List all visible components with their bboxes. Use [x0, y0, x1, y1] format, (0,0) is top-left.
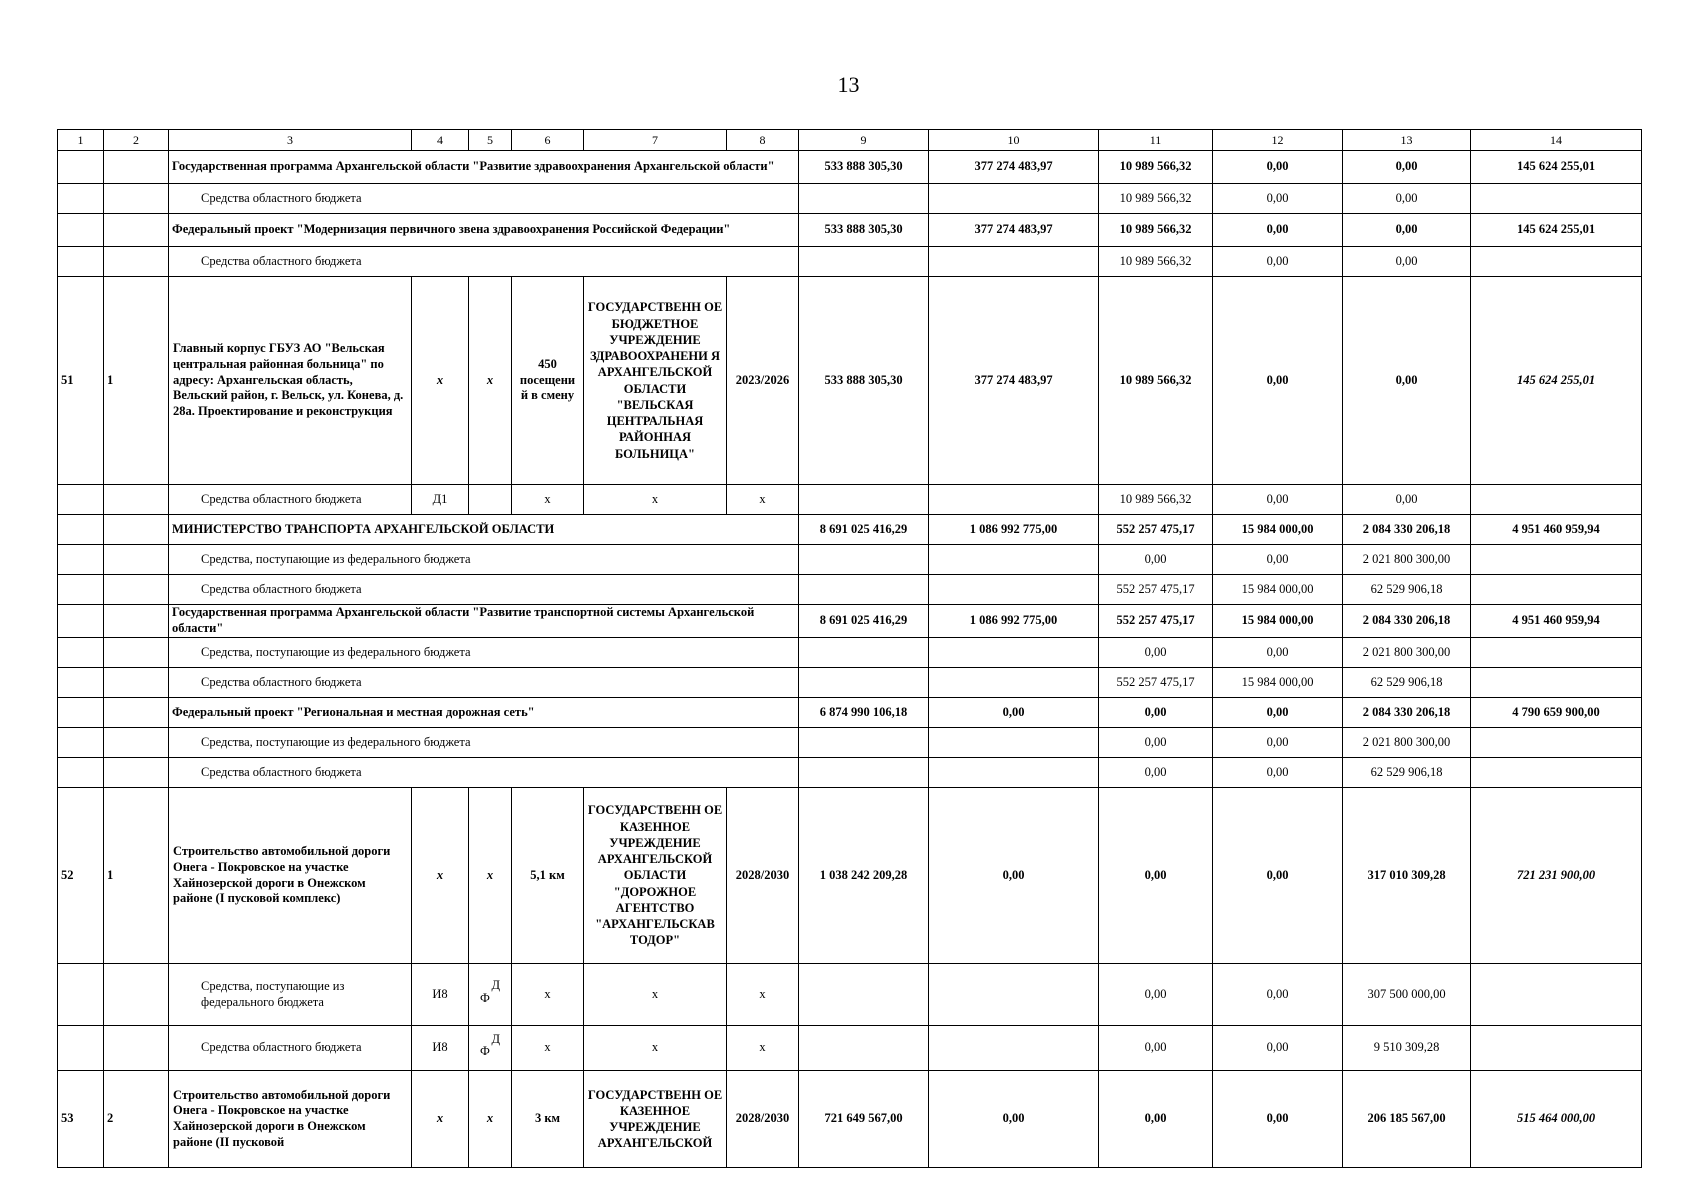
- cell-col12: 0,00: [1213, 545, 1343, 575]
- cell-col14: 4 951 460 959,94: [1471, 515, 1642, 545]
- cell-col11: 552 257 475,17: [1099, 515, 1213, 545]
- row-name: МИНИСТЕРСТВО ТРАНСПОРТА АРХАНГЕЛЬСКОЙ ОБЛАСТИ: [169, 515, 799, 545]
- header-cell: 9: [799, 130, 929, 151]
- cell-col11: 0,00: [1099, 964, 1213, 1026]
- funding-source-row: [58, 545, 1642, 575]
- object-name: Главный корпус ГБУЗ АО "Вельская центральная районная больница" по адресу: Архангельская область, Вельский район, г. Вельск, ул. Конева, д. 28а. Проектирование и реконструкция: [169, 277, 412, 485]
- header-cell: 12: [1213, 130, 1343, 151]
- cell-col6: х: [512, 1026, 584, 1071]
- cell-col13: 62 529 906,18: [1343, 575, 1471, 605]
- cell-col13: 0,00: [1343, 151, 1471, 184]
- cell-col14: 4 790 659 900,00: [1471, 698, 1642, 728]
- cell-col10: 1 086 992 775,00: [929, 605, 1099, 638]
- cell-col13: 9 510 309,28: [1343, 1026, 1471, 1071]
- cell-col12: 0,00: [1213, 1026, 1343, 1071]
- cell-col14: 145 624 255,01: [1471, 277, 1642, 485]
- row-name: Средства, поступающие из федерального бюджета: [169, 545, 799, 575]
- header-cell: 8: [727, 130, 799, 151]
- cell-col11: 0,00: [1099, 758, 1213, 788]
- row-name: Государственная программа Архангельской области "Развитие здравоохранения Архангельской области": [169, 151, 799, 184]
- cell-col7: х: [584, 964, 727, 1026]
- cell-col9: 721 649 567,00: [799, 1071, 929, 1168]
- cell-col11: 552 257 475,17: [1099, 575, 1213, 605]
- row-name: [169, 964, 412, 1026]
- program-row: [58, 151, 1642, 184]
- customer-organization: ГОСУДАРСТВЕНН ОЕ КАЗЕННОЕ УЧРЕЖДЕНИЕ АРХАНГЕЛЬСКОЙ: [584, 1071, 727, 1168]
- object-row: [58, 788, 1642, 964]
- cell-col2: 1: [104, 277, 169, 485]
- code-d: Д: [491, 978, 500, 993]
- funding-source-row: [58, 964, 1642, 1026]
- object-row: [58, 277, 1642, 485]
- header-cell: 5: [469, 130, 512, 151]
- object-name: Строительство автомобильной дороги Онега - Покровское на участке Хайнозерской дороги в Онежском районе (II пусковой: [169, 1071, 412, 1168]
- cell-col11: 10 989 566,32: [1099, 214, 1213, 247]
- row-name: Федеральный проект "Региональная и местная дорожная сеть": [169, 698, 799, 728]
- cell-col12: 0,00: [1213, 758, 1343, 788]
- cell-col11: 0,00: [1099, 1071, 1213, 1168]
- header-cell: 7: [584, 130, 727, 151]
- cell-col4: х: [412, 1071, 469, 1168]
- row-name: Средства областного бюджета: [169, 1026, 412, 1071]
- header-cell: 14: [1471, 130, 1642, 151]
- cell-col12: 0,00: [1213, 151, 1343, 184]
- cell-col11: 0,00: [1099, 788, 1213, 964]
- row-name-text: Средства, поступающие из федерального бюджета: [201, 978, 345, 1009]
- cell-col11: 0,00: [1099, 545, 1213, 575]
- funding-source-row: [58, 728, 1642, 758]
- cell-col12: 15 984 000,00: [1213, 515, 1343, 545]
- cell-col11: 10 989 566,32: [1099, 151, 1213, 184]
- cell-col12: 0,00: [1213, 1071, 1343, 1168]
- cell-col8: 2028/2030: [727, 788, 799, 964]
- page-number: 13: [837, 72, 860, 97]
- cell-col13: 62 529 906,18: [1343, 758, 1471, 788]
- funding-source-row: [58, 758, 1642, 788]
- budget-table: [57, 129, 1642, 1168]
- funding-source-row: [58, 247, 1642, 277]
- cell-col13: 2 021 800 300,00: [1343, 728, 1471, 758]
- cell-col13: 0,00: [1343, 247, 1471, 277]
- header-cell: 3: [169, 130, 412, 151]
- funding-source-row: [58, 485, 1642, 515]
- cell-col10: 0,00: [929, 788, 1099, 964]
- cell-col10: 0,00: [929, 698, 1099, 728]
- cell-col11: 10 989 566,32: [1099, 247, 1213, 277]
- row-name: Средства областного бюджета: [169, 485, 412, 515]
- cell-col11: 10 989 566,32: [1099, 277, 1213, 485]
- cell-col12: 0,00: [1213, 184, 1343, 214]
- cell-col13: 0,00: [1343, 485, 1471, 515]
- customer-organization: ГОСУДАРСТВЕНН ОЕ КАЗЕННОЕ УЧРЕЖДЕНИЕ АРХАНГЕЛЬСКОЙ ОБЛАСТИ "ДОРОЖНОЕ АГЕНТСТВО "АРХАНГЕЛЬСКАВ ТОДОР": [584, 788, 727, 964]
- object-row: [58, 1071, 1642, 1168]
- cell-col12: 0,00: [1213, 964, 1343, 1026]
- cell-col12: 0,00: [1213, 788, 1343, 964]
- cell-col14: 515 464 000,00: [1471, 1071, 1642, 1168]
- cell-col5: х: [469, 788, 512, 964]
- cell-col12: 0,00: [1213, 698, 1343, 728]
- cell-col13: 0,00: [1343, 184, 1471, 214]
- cell-col1: 52: [58, 788, 104, 964]
- header-cell: 4: [412, 130, 469, 151]
- cell-col8: х: [727, 964, 799, 1026]
- cell-col2: 1: [104, 788, 169, 964]
- cell-col7: х: [584, 1026, 727, 1071]
- cell-col9: 533 888 305,30: [799, 151, 929, 184]
- cell-col13: 206 185 567,00: [1343, 1071, 1471, 1168]
- cell-col9: 8 691 025 416,29: [799, 515, 929, 545]
- funding-source-row: [58, 668, 1642, 698]
- column-number-header: [58, 130, 1642, 151]
- cell-col12: 0,00: [1213, 247, 1343, 277]
- cell-col9: 533 888 305,30: [799, 277, 929, 485]
- header-cell: 2: [104, 130, 169, 151]
- cell-col10: 0,00: [929, 1071, 1099, 1168]
- cell-col4: И8: [412, 1026, 469, 1071]
- row-name: Средства областного бюджета: [169, 575, 799, 605]
- cell-col11: 0,00: [1099, 1026, 1213, 1071]
- federal-project-row: [58, 698, 1642, 728]
- cell-col12: 0,00: [1213, 638, 1343, 668]
- funding-source-row: [58, 638, 1642, 668]
- cell-col10: 377 274 483,97: [929, 151, 1099, 184]
- header-cell: 6: [512, 130, 584, 151]
- cell-col9: 1 038 242 209,28: [799, 788, 929, 964]
- cell-col13: 2 021 800 300,00: [1343, 638, 1471, 668]
- object-name: Строительство автомобильной дороги Онега - Покровское на участке Хайнозерской дороги в Онежском районе (I пусковой комплекс): [169, 788, 412, 964]
- row-name: Государственная программа Архангельской области "Развитие транспортной системы Архангельской области": [169, 605, 799, 638]
- cell-col11: 0,00: [1099, 698, 1213, 728]
- cell-col6: х: [512, 964, 584, 1026]
- cell-col11: 0,00: [1099, 728, 1213, 758]
- cell-col8: х: [727, 485, 799, 515]
- cell-col5: х: [469, 1071, 512, 1168]
- cell-col12: 15 984 000,00: [1213, 668, 1343, 698]
- cell-col4: х: [412, 788, 469, 964]
- cell-col13: 0,00: [1343, 214, 1471, 247]
- row-name: Средства, поступающие из федерального бюджета: [169, 728, 799, 758]
- cell-col14: 145 624 255,01: [1471, 214, 1642, 247]
- cell-col14: 721 231 900,00: [1471, 788, 1642, 964]
- cell-col10: 377 274 483,97: [929, 277, 1099, 485]
- row-name: Средства областного бюджета: [169, 184, 799, 214]
- header-cell: 13: [1343, 130, 1471, 151]
- cell-col11: 552 257 475,17: [1099, 668, 1213, 698]
- program-row: [58, 605, 1642, 638]
- row-name: Федеральный проект "Модернизация первичного звена здравоохранения Российской Федерации": [169, 214, 799, 247]
- cell-col9: 8 691 025 416,29: [799, 605, 929, 638]
- funding-source-row: [58, 575, 1642, 605]
- cell-col6: 5,1 км: [512, 788, 584, 964]
- row-name: Средства, поступающие из федерального бюджета: [169, 638, 799, 668]
- cell-col11: 552 257 475,17: [1099, 605, 1213, 638]
- cell-col13: 0,00: [1343, 277, 1471, 485]
- cell-col12: 0,00: [1213, 728, 1343, 758]
- cell-col7: х: [584, 485, 727, 515]
- cell-col13: 2 084 330 206,18: [1343, 515, 1471, 545]
- cell-col4: х: [412, 277, 469, 485]
- cell-col9: 533 888 305,30: [799, 214, 929, 247]
- cell-col5: [469, 1026, 512, 1071]
- cell-col8: 2023/2026: [727, 277, 799, 485]
- row-name: Средства областного бюджета: [169, 758, 799, 788]
- cell-col13: 2 084 330 206,18: [1343, 605, 1471, 638]
- cell-col12: 15 984 000,00: [1213, 605, 1343, 638]
- cell-col9: 6 874 990 106,18: [799, 698, 929, 728]
- funding-source-row: [58, 1026, 1642, 1071]
- cell-col4: И8: [412, 964, 469, 1026]
- cell-col12: 0,00: [1213, 214, 1343, 247]
- cell-col14: 4 951 460 959,94: [1471, 605, 1642, 638]
- header-cell: 1: [58, 130, 104, 151]
- cell-col13: 307 500 000,00: [1343, 964, 1471, 1026]
- funding-source-row: [58, 184, 1642, 214]
- cell-col11: 10 989 566,32: [1099, 184, 1213, 214]
- cell-col11: 0,00: [1099, 638, 1213, 668]
- cell-col5: х: [469, 277, 512, 485]
- cell-col10: 377 274 483,97: [929, 214, 1099, 247]
- cell-col6: 3 км: [512, 1071, 584, 1168]
- cell-col14: 145 624 255,01: [1471, 151, 1642, 184]
- federal-project-row: [58, 214, 1642, 247]
- cell-col1: 53: [58, 1071, 104, 1168]
- cell-col6: 450 посещени й в смену: [512, 277, 584, 485]
- cell-col12: 0,00: [1213, 277, 1343, 485]
- cell-col13: 62 529 906,18: [1343, 668, 1471, 698]
- cell-col10: 1 086 992 775,00: [929, 515, 1099, 545]
- ministry-row: [58, 515, 1642, 545]
- cell-col2: 2: [104, 1071, 169, 1168]
- cell-col12: 0,00: [1213, 485, 1343, 515]
- cell-col8: 2028/2030: [727, 1071, 799, 1168]
- cell-col13: 317 010 309,28: [1343, 788, 1471, 964]
- cell-col8: х: [727, 1026, 799, 1071]
- customer-organization: ГОСУДАРСТВЕНН ОЕ БЮДЖЕТНОЕ УЧРЕЖДЕНИЕ ЗДРАВООХРАНЕНИ Я АРХАНГЕЛЬСКОЙ ОБЛАСТИ "ВЕЛЬСКАЯ ЦЕНТРАЛЬНАЯ РАЙОННАЯ БОЛЬНИЦА": [584, 277, 727, 485]
- cell-col13: 2 021 800 300,00: [1343, 545, 1471, 575]
- cell-col5: [469, 964, 512, 1026]
- code-d: Д: [491, 1031, 500, 1046]
- row-name: Средства областного бюджета: [169, 247, 799, 277]
- cell-col11: 10 989 566,32: [1099, 485, 1213, 515]
- cell-col12: 15 984 000,00: [1213, 575, 1343, 605]
- cell-col4: Д1: [412, 485, 469, 515]
- code-f: Ф: [480, 990, 490, 1005]
- code-f: Ф: [480, 1044, 490, 1059]
- header-cell: 11: [1099, 130, 1213, 151]
- row-name: Средства областного бюджета: [169, 668, 799, 698]
- cell-col6: х: [512, 485, 584, 515]
- header-cell: 10: [929, 130, 1099, 151]
- cell-col13: 2 084 330 206,18: [1343, 698, 1471, 728]
- cell-col1: 51: [58, 277, 104, 485]
